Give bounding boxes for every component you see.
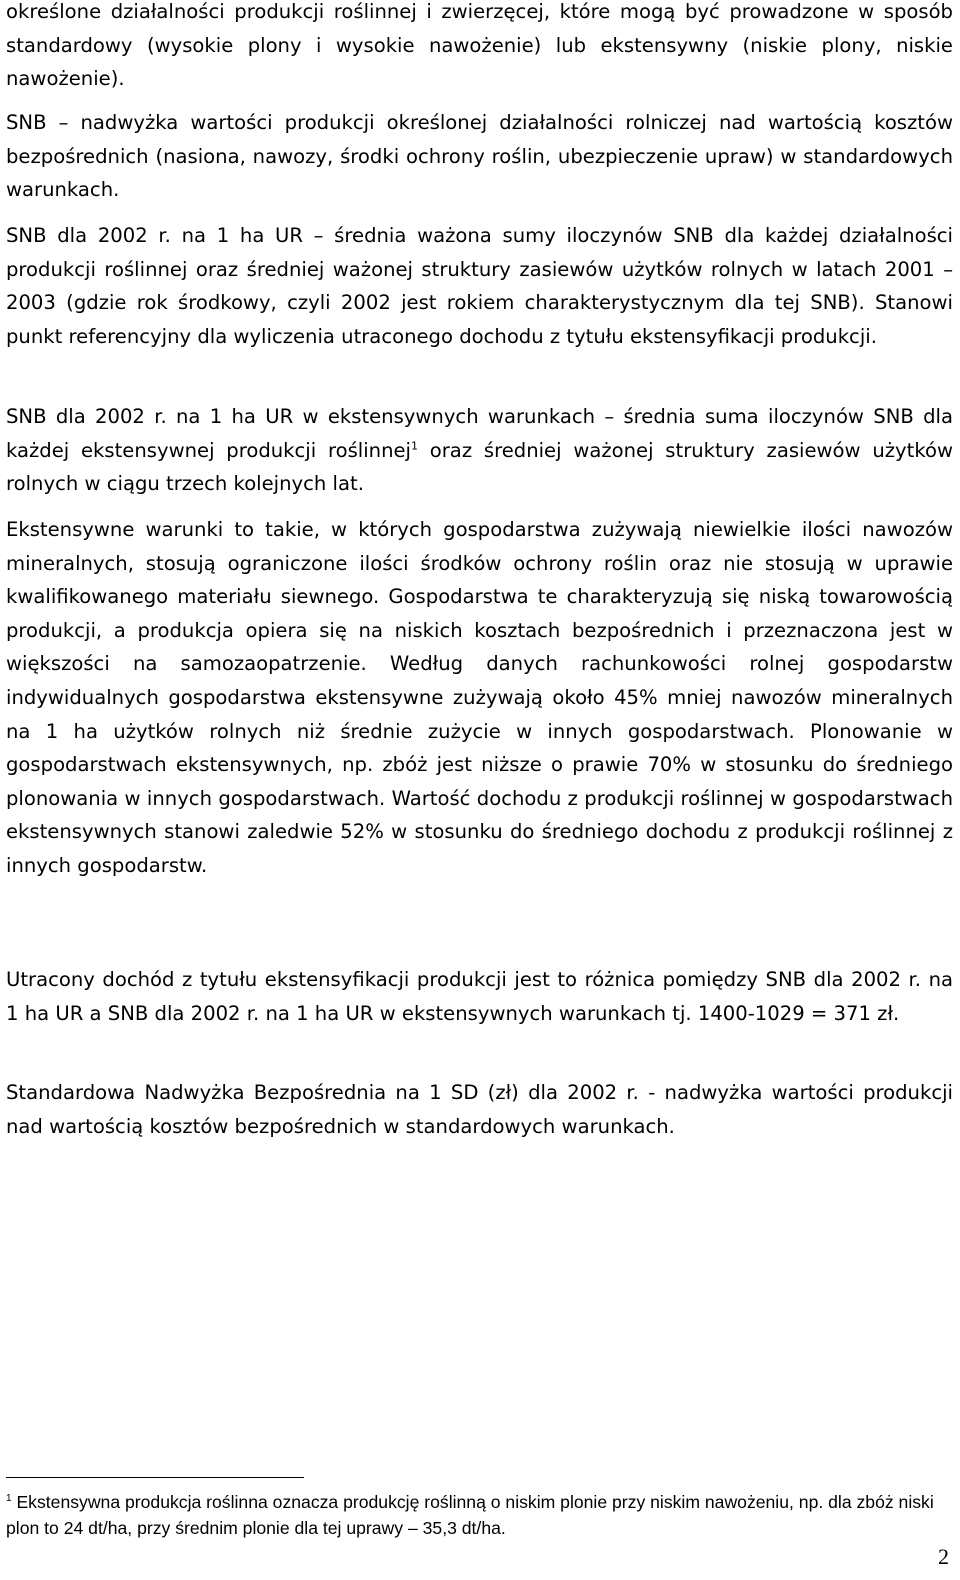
paragraph-lost-income: Utracony dochód z tytułu ekstensyfikacji produkcji jest to różnica pomiędzy SNB dla 2002 r. na 1 ha UR a SNB dla 2002 r. na 1 ha UR w ekstensywnych warunkach tj. 1400-1029 = 371 zł. — [6, 968, 953, 1025]
paragraph-snb-2002-per-ha: SNB dla 2002 r. na 1 ha UR – średnia ważona sumy iloczynów SNB dla każdej działalności produkcji roślinnej oraz średniej ważonej struktury zasiewów użytków rolnych w latach 2001 – 2003 (gdzie rok środkowy, czyli 2002 jest rokiem charakterystycznym dla tej SNB). Stanowi punkt referencyjny dla wyliczenia utraconego dochodu z tytułu ekstensyfikacji produkcji. — [6, 224, 953, 348]
paragraph-snb-definition: SNB – nadwyżka wartości produkcji określonej działalności rolniczej nad wartością kosztów bezpośrednich (nasiona, nawozy, środki ochrony roślin, ubezpieczenie upraw) w standardowych warunkach. — [6, 111, 953, 202]
footnote-divider — [6, 1477, 304, 1478]
page-number: 2 — [938, 1544, 949, 1569]
paragraph-text-part: SNB dla 2002 r. na 1 ha UR w ekstensywnych warunkach – średnia suma iloczynów SNB dla każdej ekstensywnej produkcji roślinnej — [6, 405, 953, 462]
paragraph-intro-continuation: określone działalności produkcji roślinnej i zwierzęcej, które mogą być prowadzone w sposób standardowy (wysokie plony i wysokie nawożenie) lub ekstensywny (niskie plony, niskie nawożenie). — [6, 0, 953, 91]
paragraph-extensive-conditions: Ekstensywne warunki to takie, w których gospodarstwa zużywają niewielkie ilości nawozów mineralnych, stosują ograniczone ilości środków ochrony roślin oraz nie stosują w uprawie kwalifikowanego materiału siewnego. Gospodarstwa te charakteryzują się niską towarowością produkcji, a produkcja opiera się na niskich kosztach bezpośrednich i przeznaczona jest w większości na samozaopatrzenie. Według danych rachunkowości rolnej gospodarstw indywidualnych gospodarstwa ekstensywne zużywają około 45% mniej nawozów mineralnych na 1 ha użytków rolnych niż średnie zużycie w innych gospodarstwach. Plonowanie w gospodarstwach ekstensywnych, np. zbóż jest niższe o prawie 70% w stosunku do średniego plonowania w innych gospodarstwach. Wartość dochodu z produkcji roślinnej w gospodarstwach ekstensywnych stanowi zaledwie 52% w stosunku do średniego dochodu z produkcji roślinnej z innych gospodarstw. — [6, 518, 953, 877]
paragraph-text-part: oraz średniej ważonej struktury zasiewów użytków rolnych w ciągu trzech kolejnych lat. — [6, 438, 953, 496]
footnote-reference: 1 — [411, 439, 418, 453]
footnote-marker: 1 — [6, 1493, 12, 1505]
footnote — [6, 1489, 953, 1541]
footnote-text: Ekstensywna produkcja roślinna oznacza produkcję roślinną o niskim plonie przy niskim nawożeniu, np. dla zbóż niski plon to 24 dt/ha, przy średnim plonie dla tej uprawy – 35,3 dt/ha. — [6, 1492, 934, 1538]
paragraph-snb-2002-extensive — [6, 400, 953, 501]
paragraph-standard-gross-margin: Standardowa Nadwyżka Bezpośrednia na 1 SD (zł) dla 2002 r. - nadwyżka wartości produkcji nad wartością kosztów bezpośrednich w standardowych warunkach. — [6, 1081, 953, 1138]
